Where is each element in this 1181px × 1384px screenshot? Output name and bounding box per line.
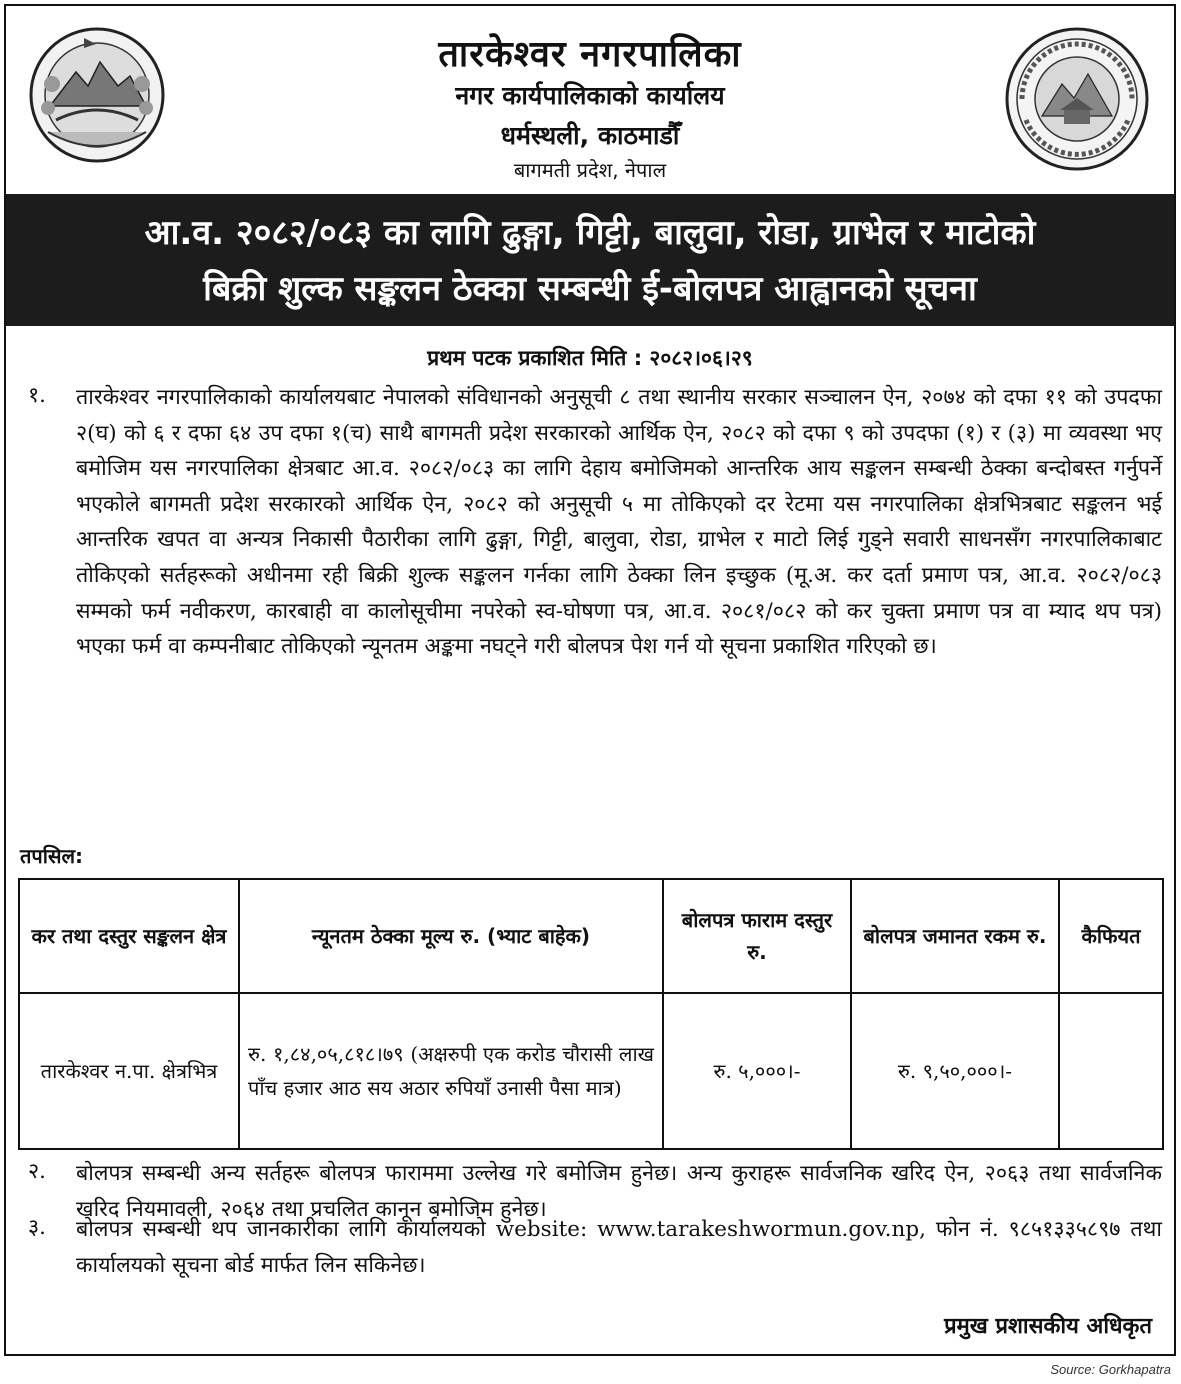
office-location: धर्मस्थली, काठमाडौँ xyxy=(500,121,680,150)
notice-title-line-2: बिक्री शुल्क सङ्कलन ठेक्का सम्बन्धी ई-बोलपत्र आह्वानको सूचना xyxy=(203,269,977,309)
source-credit: Source: Gorkhapatra xyxy=(1050,1362,1171,1377)
details-label: तपसिल: xyxy=(20,844,84,868)
paragraph-1 xyxy=(20,380,1162,665)
column-header-remarks: कैफियत xyxy=(1059,879,1163,993)
notice-title-band xyxy=(6,194,1174,326)
cell-area: तारकेश्वर न.पा. क्षेत्रभित्र xyxy=(19,993,239,1149)
cell-bid-security: रु. ९,५०,०००।- xyxy=(851,993,1059,1149)
column-header-form-fee: बोलपत्र फाराम दस्तुर रु. xyxy=(663,879,851,993)
notice-title-line-1: आ.व. २०८२/०८३ का लागि ढुङ्गा, गिट्टी, बालुवा, रोडा, ग्राभेल र माटोको xyxy=(144,213,1036,253)
paragraph-3 xyxy=(20,1212,1162,1283)
paragraph-text: तारकेश्वर नगरपालिकाको कार्यालयबाट नेपालको संविधानको अनुसूची ८ तथा स्थानीय सरकार सञ्चालन ऐन, २०७४ को दफा ११ को उपदफा २(घ) को ६ र दफा ६४ उप दफा १(च) साथै बागमती प्रदेश सरकारको आर्थिक ऐन, २०८२ को दफा ९ को उपदफा (१) र (३) मा व्यवस्था भए बमोजिम यस नगरपालिका क्षेत्रबाट आ.व. २०८२/०८३ का लागि देहाय बमोजिमको आन्तरिक आय सङ्कलन सम्बन्धी ठेक्का बन्दोबस्त गर्नुपर्ने भएकोले बागमती प्रदेश सरकारको आर्थिक ऐन, २०८२ को अनुसूची ५ मा तोकिएको दर रेटमा यस नगरपालिका क्षेत्रभित्रबाट सङ्कलन भई आन्तरिक खपत वा अन्यत्र निकासी पैठारीका लागि ढुङ्गा, गिट्टी, बालुवा, रोडा, ग्राभेल र माटो लिई गुड्ने सवारी साधनसँग नगरपालिकाबाट तोकिएको सर्तहरूको अधीनमा रही बिक्री शुल्क सङ्कलन गर्नका लागि ठेक्का लिन इच्छुक (मू.अ. कर दर्ता प्रमाण पत्र, आ.व. २०८२/०८३ सम्मको फर्म नवीकरण, कारबाही वा कालोसूचीमा नपरेको स्व-घोषणा पत्र, आ.व. २०८१/०८२ को कर चुक्ता प्रमाण पत्र वा म्याद थप पत्र) भएका फर्म वा कम्पनीबाट तोकिएको न्यूनतम अङ्कमा नघट्ने गरी बोलपत्र पेश गर्न यो सूचना प्रकाशित गरिएको छ। xyxy=(76,385,1162,660)
table-row xyxy=(19,993,1163,1149)
paragraph-text: बोलपत्र सम्बन्धी थप जानकारीका लागि कार्यालयको website: www.tarakeshwormun.gov.np, फोन नं. ९८५१३३५८९७ तथा कार्यालयको सूचना बोर्ड मार्फत लिन सकिनेछ। xyxy=(76,1217,1162,1278)
notice-frame xyxy=(4,4,1176,1356)
column-header-bid-security: बोलपत्र जमानत रकम रु. xyxy=(851,879,1059,993)
office-name: नगर कार्यपालिकाको कार्यालय xyxy=(455,81,725,110)
cell-remarks xyxy=(1059,993,1163,1149)
paragraph-number: १. xyxy=(28,383,47,408)
published-date: प्रथम पटक प्रकाशित मिति : २०८२।०६।२९ xyxy=(427,346,753,370)
paragraph-number: ३. xyxy=(28,1215,47,1240)
province-name: बागमती प्रदेश, नेपाल xyxy=(513,158,667,182)
municipality-name: तारकेश्वर नगरपालिका xyxy=(438,34,742,75)
paragraph-number: २. xyxy=(28,1159,47,1184)
column-header-area: कर तथा दस्तुर सङ्कलन क्षेत्र xyxy=(19,879,239,993)
notice-header xyxy=(6,6,1174,192)
contract-details-table xyxy=(18,878,1164,1150)
table-header-row xyxy=(19,879,1163,993)
signature-title: प्रमुख प्रशासकीय अधिकृत xyxy=(944,1314,1152,1339)
municipality-seal-icon xyxy=(1002,24,1152,174)
cell-form-fee: रु. ५,०००।- xyxy=(663,993,851,1149)
cell-min-amount: रु. १,८४,०५,८१८।७९ (अक्षरुपी एक करोड चौरासी लाख पाँच हजार आठ सय अठार रुपियाँ उनासी पैसा मात्र) xyxy=(239,993,663,1149)
column-header-min-amount: न्यूनतम ठेक्का मूल्य रु. (भ्याट बाहेक) xyxy=(239,879,663,993)
paragraph-text: बोलपत्र सम्बन्धी अन्य सर्तहरू बोलपत्र फाराममा उल्लेख गरे बमोजिम हुनेछ। अन्य कुराहरू सार्वजनिक खरिद ऐन, २०६३ तथा सार्वजनिक खरिद नियमावली, २०६४ तथा प्रचलित कानून बमोजिम हुनेछ। xyxy=(76,1161,1162,1222)
